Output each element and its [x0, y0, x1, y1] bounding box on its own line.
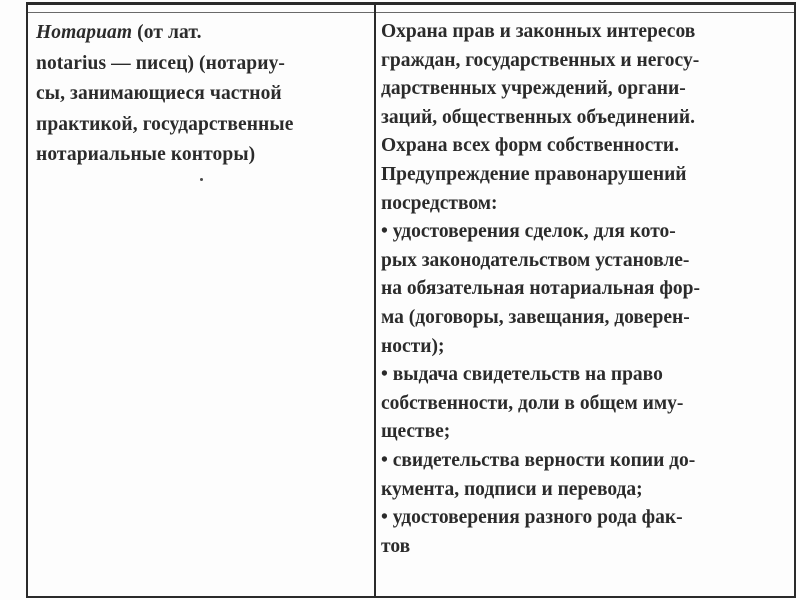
stray-dot: [200, 178, 203, 181]
left-line-3: сы, занимающиеся частной: [36, 83, 282, 104]
right-line-18: • удостоверения разного рода фак-: [381, 507, 683, 529]
right-line-19: тов: [381, 535, 411, 557]
left-cell: [36, 18, 356, 171]
right-line-6: Предупреждение правонарушений: [381, 163, 687, 185]
right-line-12: ности);: [381, 335, 445, 357]
column-divider: [374, 5, 376, 596]
right-line-8: • удостоверения сделок, для кото-: [381, 221, 676, 243]
right-line-9: рых законодательством установле-: [381, 249, 690, 271]
right-line-15: ществе;: [381, 421, 451, 443]
right-line-7: посредством:: [381, 192, 498, 214]
right-line-16: • свидетельства верности копии до-: [381, 449, 696, 471]
left-line-1-rest: (от лат.: [132, 22, 202, 43]
right-line-2: граждан, государственных и негосу-: [381, 49, 700, 71]
right-line-17: кумента, подписи и перевода;: [381, 478, 643, 500]
right-line-5: Охрана всех форм собственности.: [381, 135, 680, 157]
left-line-1: [36, 18, 356, 49]
left-line-5: нотариальные конторы): [36, 144, 256, 165]
right-line-13: • выдача свидетельств на право: [381, 364, 663, 386]
right-cell: [381, 18, 785, 561]
table-top-rule: [28, 12, 794, 13]
left-line-4: практикой, государственные: [36, 113, 294, 135]
right-line-14: собственности, доли в общем иму-: [381, 392, 684, 414]
right-line-11: ма (договоры, завещания, доверен-: [381, 306, 690, 328]
term-notariat: Нотариат: [36, 22, 133, 43]
right-line-1: Охрана прав и законных интересов: [381, 21, 696, 42]
right-line-4: заций, общественных объединений.: [381, 106, 695, 128]
right-line-10: на обязательная нотариальная фор-: [381, 278, 700, 300]
left-line-2: notarius — писец) (нотариу-: [36, 52, 286, 74]
right-line-3: дарственных учреждений, органи-: [381, 78, 686, 100]
